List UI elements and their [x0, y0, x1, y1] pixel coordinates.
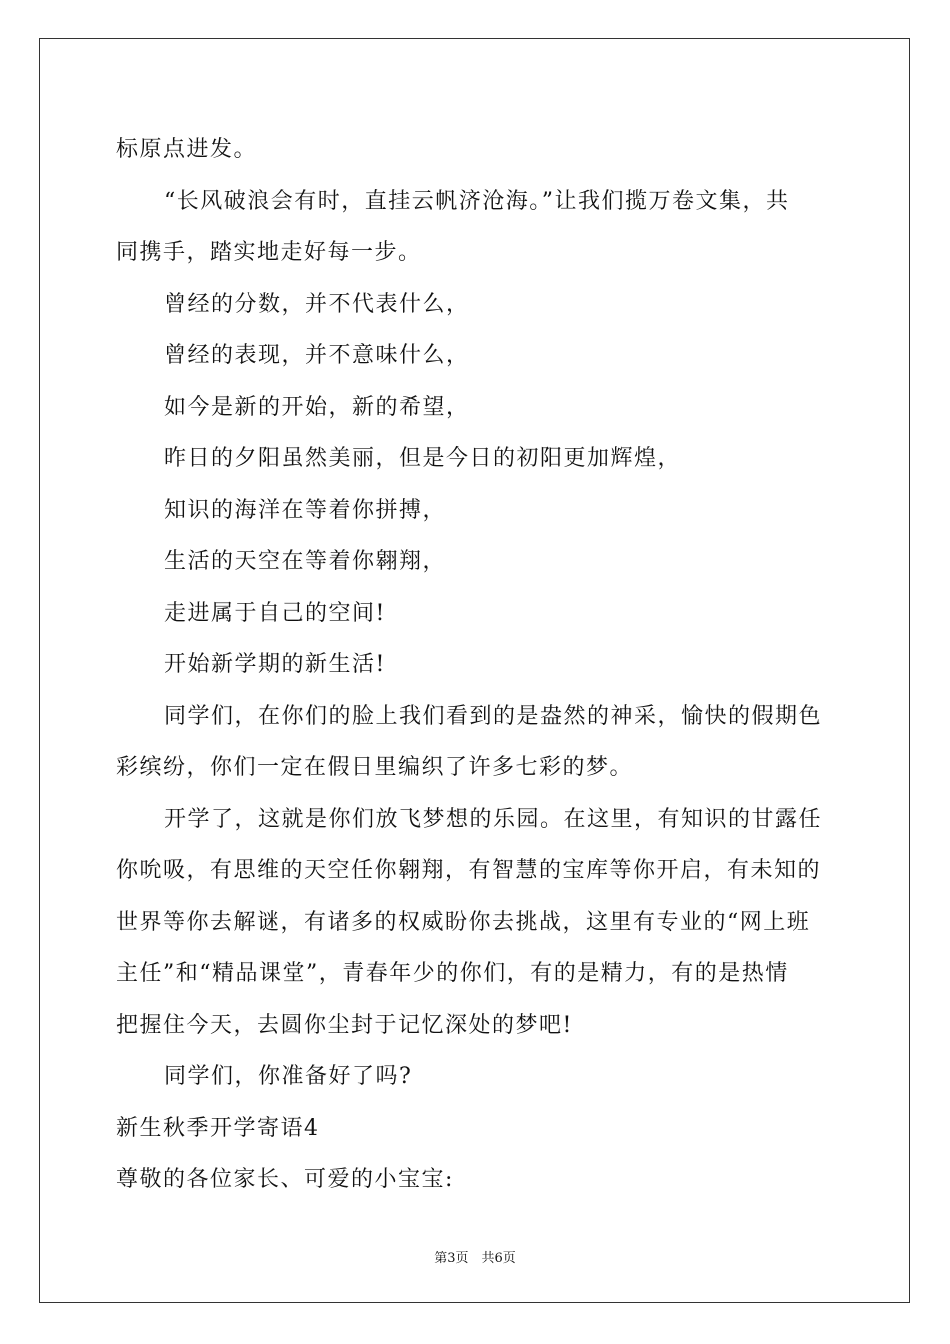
text-line: 把握住今天，去圆你尘封于记忆深处的梦吧!	[116, 1012, 573, 1038]
text-line: 开始新学期的新生活!	[164, 652, 386, 677]
text-line: 同携手，踏实地走好每一步。	[116, 240, 422, 265]
text-line: 彩缤纷，你们一定在假日里编织了许多七彩的梦。	[116, 755, 634, 780]
text-line: 标原点进发。	[116, 137, 258, 162]
text-line: 走进属于自己的空间!	[164, 600, 386, 626]
text-line: 知识的海洋在等着你拼搏，	[164, 497, 447, 523]
text-line: “长风破浪会有时，直挂云帆济沧海。”让我们揽万卷文集，共	[164, 188, 790, 214]
text-line: 如今是新的开始，新的希望，	[164, 394, 470, 420]
text-line: 生活的天空在等着你翱翔，	[164, 549, 447, 574]
text-line: 新生秋季开学寄语4	[116, 1115, 320, 1141]
text-line: 曾经的表现，并不意味什么，	[164, 343, 470, 368]
text-line: 尊敬的各位家长、可爱的小宝宝:	[116, 1167, 454, 1192]
page-number-footer: 第3页 共6页	[434, 1251, 516, 1266]
text-line: 同学们，你准备好了吗?	[164, 1064, 413, 1089]
text-line: 开学了，这就是你们放飞梦想的乐园。在这里，有知识的甘露任	[164, 806, 823, 832]
text-line: 世界等你去解谜，有诸多的权威盼你去挑战，这里有专业的“网上班	[116, 909, 811, 935]
text-line: 曾经的分数，并不代表什么，	[164, 291, 470, 317]
text-line: 你吮吸，有思维的天空任你翱翔，有智慧的宝库等你开启，有未知的	[116, 858, 822, 883]
document-body	[116, 124, 836, 1206]
text-line: 昨日的夕阳虽然美丽，但是今日的初阳更加辉煌，	[164, 446, 682, 471]
text-line: 主任”和“精品课堂”，青春年少的你们，有的是精力，有的是热情	[116, 961, 789, 986]
text-line: 同学们，在你们的脸上我们看到的是盎然的神采，愉快的假期色	[164, 703, 823, 729]
